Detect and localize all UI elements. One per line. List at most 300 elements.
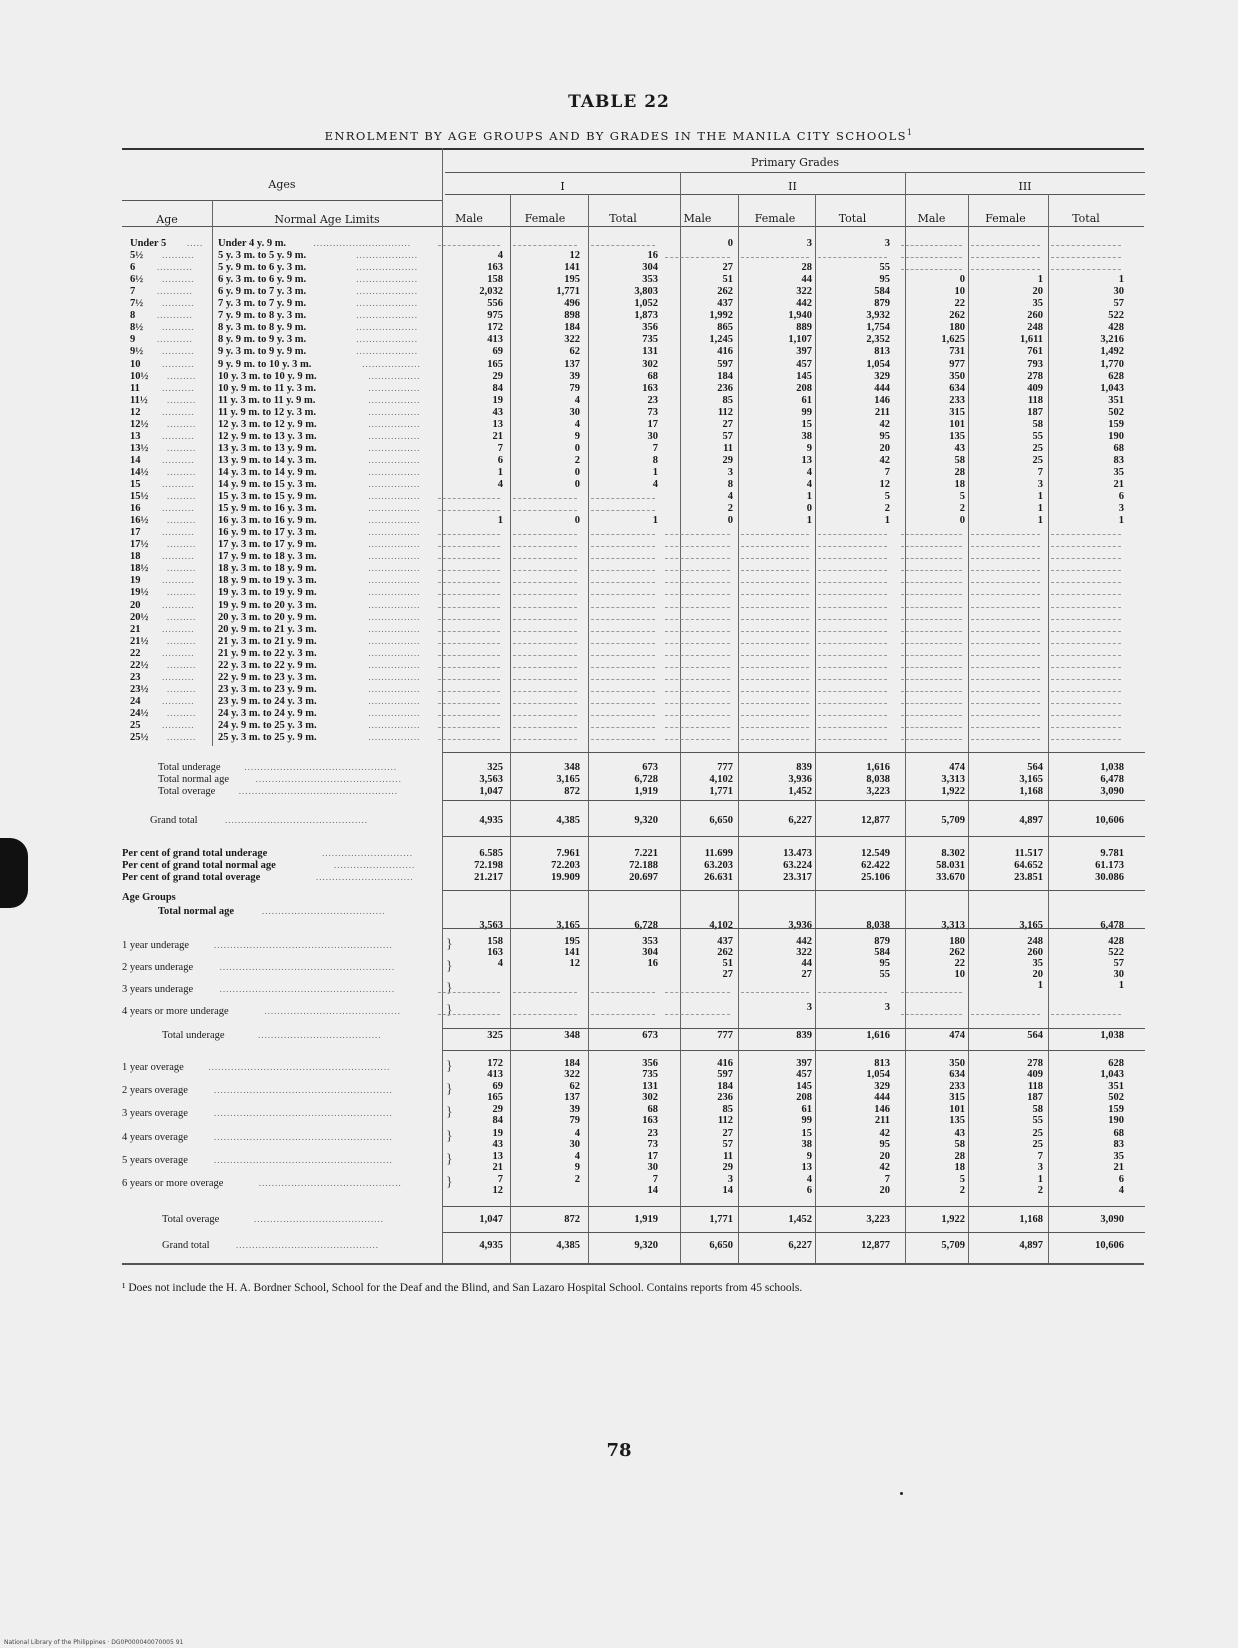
row-bracket: }: [446, 1128, 453, 1144]
cell-value: 55: [1032, 430, 1043, 442]
age-label: 9½: [130, 346, 144, 358]
cell-value: 23: [647, 1127, 658, 1139]
cell-value: 356: [642, 322, 658, 334]
normal-age-limit: 16 y. 3 m. to 16 y. 9 m.: [218, 515, 317, 527]
leader-dots: .........: [167, 539, 197, 550]
age-label: 22½: [130, 659, 149, 671]
empty-cell-dash: [438, 582, 500, 583]
cell-value: 131: [642, 1081, 658, 1093]
empty-cell-dash: [971, 546, 1040, 547]
cell-value: 233: [949, 1081, 965, 1093]
cell-value: 4,385: [556, 815, 580, 826]
cell-value: 13.473: [783, 848, 812, 859]
empty-cell-dash: [971, 619, 1040, 620]
cell-value: 457: [796, 358, 812, 370]
empty-cell-dash: [1051, 691, 1121, 692]
age-label: 23: [130, 671, 141, 683]
cell-value: 1,922: [941, 1214, 965, 1225]
age-label: 22: [130, 647, 141, 659]
cell-value: 1,047: [479, 786, 503, 797]
leader-dots: ..........: [162, 479, 195, 489]
normal-age-limit: 14 y. 3 m. to 14 y. 9 m.: [218, 466, 317, 478]
leader-dots: ................: [368, 659, 421, 670]
leader-dots: .........: [167, 587, 197, 598]
cell-value: 20: [1032, 969, 1043, 980]
cell-value: 25: [1032, 454, 1043, 466]
cell-value: 35: [1032, 958, 1043, 969]
cell-value: 3: [1037, 1161, 1043, 1173]
leader-dots: .........................: [334, 860, 416, 870]
empty-cell-dash: [513, 703, 577, 704]
empty-cell-dash: [513, 715, 577, 716]
empty-cell-dash: [591, 679, 655, 680]
cell-value: 4: [806, 466, 812, 478]
cell-value: 4: [1118, 1185, 1124, 1196]
leader-dots: ......................................................: [219, 962, 396, 972]
empty-cell-dash: [901, 992, 962, 993]
empty-cell-dash: [438, 643, 500, 644]
cell-value: 84: [492, 1115, 503, 1127]
cell-value: 9.781: [1100, 848, 1124, 859]
leader-dots: ..........: [162, 358, 195, 369]
cell-value: 62: [569, 346, 580, 358]
cell-value: 1,919: [634, 1214, 658, 1225]
cell-value: 101: [949, 1104, 965, 1116]
age-group-row-label: 6 years or more overage: [122, 1178, 224, 1189]
empty-cell-dash: [438, 534, 500, 535]
cell-value: 172: [487, 322, 503, 334]
cell-value: 15: [801, 1127, 812, 1139]
cell-value: 159: [1108, 1104, 1124, 1116]
cell-value: 3,563: [479, 920, 503, 931]
grand-total-rule: [443, 800, 1145, 801]
cell-value: 62: [569, 1081, 580, 1093]
cell-value: 165: [487, 1092, 503, 1104]
cell-value: 1,922: [941, 786, 965, 797]
header-grade-I: I: [560, 180, 565, 193]
leader-dots: ......................................: [262, 906, 386, 916]
cell-value: 163: [487, 947, 503, 958]
leader-dots: ................: [368, 418, 421, 429]
cell-value: 584: [874, 286, 890, 298]
cell-value: 190: [1108, 1115, 1124, 1127]
leader-dots: ................: [368, 635, 421, 646]
cell-value: 9: [574, 430, 580, 442]
empty-cell-dash: [818, 715, 887, 716]
cell-value: 4: [497, 250, 503, 262]
empty-cell-dash: [438, 607, 500, 608]
cell-value: 10,606: [1095, 815, 1124, 826]
cell-value: 416: [717, 346, 733, 358]
cell-value: 18: [954, 479, 965, 490]
empty-cell-dash: [665, 534, 730, 535]
cell-value: 1,492: [1100, 346, 1124, 358]
empty-cell-dash: [971, 739, 1040, 740]
cell-value: 51: [722, 274, 733, 286]
cell-value: 68: [647, 370, 658, 382]
leader-dots: ...................: [356, 310, 418, 321]
empty-cell-dash: [971, 582, 1040, 583]
cell-value: 496: [564, 298, 580, 310]
cell-value: 141: [564, 262, 580, 274]
cell-value: 39: [569, 1104, 580, 1116]
cell-value: 4,897: [1019, 1240, 1043, 1251]
cell-value: 6,728: [634, 774, 658, 785]
leader-dots: ................: [368, 599, 421, 610]
leader-dots: ................: [368, 707, 421, 718]
cell-value: 3,165: [1019, 774, 1043, 785]
empty-cell-dash: [901, 691, 962, 692]
empty-cell-dash: [971, 269, 1040, 270]
cell-value: 3,223: [866, 786, 890, 797]
cell-value: 25: [1032, 1138, 1043, 1150]
cell-value: 502: [1108, 406, 1124, 418]
leader-dots: ................: [368, 491, 421, 502]
cell-value: 11: [723, 1150, 733, 1162]
empty-cell-dash: [741, 631, 809, 632]
leader-dots: ................: [368, 623, 421, 634]
empty-cell-dash: [513, 992, 577, 993]
cell-value: 72.203: [551, 860, 580, 871]
leader-dots: ................: [368, 563, 421, 574]
cell-value: 442: [796, 936, 812, 947]
percent-overage-label: Per cent of grand total overage: [122, 872, 261, 883]
cell-value: 35: [1113, 1150, 1124, 1162]
normal-age-limit: 20 y. 9 m. to 21 y. 3 m.: [218, 623, 317, 635]
leader-dots: ..........: [162, 575, 195, 586]
normal-age-limit: 13 y. 3 m. to 13 y. 9 m.: [218, 442, 317, 454]
cell-value: 8: [652, 454, 658, 466]
leader-dots: ................: [368, 695, 421, 706]
age-label: 20½: [130, 611, 149, 623]
cell-value: 628: [1108, 370, 1124, 382]
table-subtitle: [0, 128, 1238, 143]
cell-value: 564: [1027, 762, 1043, 773]
cell-value: 21: [1113, 1161, 1124, 1173]
cell-value: 68: [1113, 1127, 1124, 1139]
empty-cell-dash: [438, 691, 500, 692]
cell-value: 95: [879, 430, 890, 442]
cell-value: 73: [647, 1138, 658, 1150]
empty-cell-dash: [971, 643, 1040, 644]
header-female: Female: [985, 212, 1026, 225]
cell-value: 68: [1113, 442, 1124, 454]
cell-value: 68: [647, 1104, 658, 1116]
empty-cell-dash: [438, 739, 500, 740]
cell-value: 12,877: [861, 815, 890, 826]
leader-dots: ..........: [162, 527, 195, 538]
underage-top-rule: [443, 928, 1145, 929]
cell-value: 27: [722, 418, 733, 430]
cell-value: 20: [879, 1150, 890, 1162]
cell-value: 7: [497, 1174, 503, 1185]
empty-cell-dash: [818, 534, 887, 535]
cell-value: 442: [796, 298, 812, 310]
cell-value: 1: [1037, 1174, 1043, 1185]
cell-value: 6,478: [1100, 920, 1124, 931]
cell-value: 7: [884, 466, 890, 478]
leader-dots: ..........: [162, 250, 195, 261]
cell-value: 329: [874, 1081, 890, 1093]
cell-value: 329: [874, 370, 890, 382]
empty-cell-dash: [591, 655, 655, 656]
cell-value: 42: [879, 1161, 890, 1173]
cell-value: 184: [564, 322, 580, 334]
cell-value: 6: [1118, 491, 1124, 503]
normal-age-limit: 12 y. 3 m. to 12 y. 9 m.: [218, 418, 317, 430]
empty-cell-dash: [818, 703, 887, 704]
empty-cell-dash: [1051, 269, 1121, 270]
cell-value: 248: [1027, 322, 1043, 334]
row-bracket: }: [446, 1082, 453, 1098]
cell-value: 20.697: [629, 872, 658, 883]
empty-cell-dash: [591, 703, 655, 704]
empty-cell-dash: [591, 510, 655, 511]
cell-value: 409: [1027, 1069, 1043, 1080]
empty-cell-dash: [591, 691, 655, 692]
ink-speck: [900, 1492, 903, 1495]
header-grade-III: III: [1018, 180, 1032, 193]
final-grand-total-label: Grand total: [162, 1240, 210, 1251]
cell-value: 1,168: [1019, 1214, 1043, 1225]
cell-value: 6,650: [709, 815, 733, 826]
table-title: TABLE 22: [568, 92, 670, 112]
cell-value: 777: [717, 1030, 733, 1041]
percent-normal-label: Per cent of grand total normal age: [122, 860, 276, 871]
cell-value: 1,043: [1100, 1069, 1124, 1080]
cell-value: 146: [874, 394, 890, 406]
cell-value: 634: [949, 1069, 965, 1080]
cell-value: 15: [801, 418, 812, 430]
cell-value: 2: [574, 454, 580, 466]
page-number: 78: [606, 1440, 632, 1461]
cell-value: 38: [801, 430, 812, 442]
cell-value: 1,616: [866, 1030, 890, 1041]
cell-value: 6,227: [788, 815, 812, 826]
leader-dots: ........................................................: [208, 1062, 391, 1072]
cell-value: 38: [801, 1138, 812, 1150]
empty-cell-dash: [1051, 558, 1121, 559]
leader-dots: ................: [368, 442, 421, 453]
normal-age-limit: 19 y. 3 m. to 19 y. 9 m.: [218, 587, 317, 599]
cell-value: 4,935: [479, 815, 503, 826]
age-label: 14½: [130, 466, 149, 478]
leader-dots: ................: [368, 406, 421, 417]
leader-dots: ..........: [162, 503, 195, 514]
cell-value: 4: [497, 958, 503, 969]
cell-value: 57: [722, 430, 733, 442]
cell-value: 413: [487, 334, 503, 346]
empty-cell-dash: [665, 667, 730, 668]
cell-value: 208: [796, 382, 812, 394]
cell-value: 42: [879, 454, 890, 466]
leader-dots: ................: [368, 466, 421, 477]
leader-dots: ...........: [157, 286, 193, 297]
empty-cell-dash: [818, 594, 887, 595]
leader-dots: ............................................: [225, 815, 368, 825]
leader-dots: ................: [368, 527, 421, 538]
leader-dots: ................: [368, 575, 421, 586]
header-male: Male: [683, 212, 712, 225]
cell-value: 62.422: [861, 860, 890, 871]
cell-value: 112: [717, 1115, 733, 1127]
empty-cell-dash: [513, 739, 577, 740]
cell-value: 39: [569, 370, 580, 382]
age-label: 13½: [130, 442, 149, 454]
empty-cell-dash: [818, 667, 887, 668]
leader-dots: ......................................................: [219, 984, 396, 994]
leader-dots: .......................................................: [214, 940, 393, 950]
cell-value: 1: [652, 515, 658, 527]
cell-value: 42: [879, 1127, 890, 1139]
cell-value: 6,650: [709, 1240, 733, 1251]
empty-cell-dash: [513, 1014, 577, 1015]
cell-value: 17: [647, 1150, 658, 1162]
cell-value: 29: [722, 454, 733, 466]
age-label: 10½: [130, 370, 149, 382]
normal-age-limit: 19 y. 9 m. to 20 y. 3 m.: [218, 599, 317, 611]
cell-value: 3: [727, 466, 733, 478]
cell-value: 1: [1118, 274, 1124, 286]
cell-value: 21.217: [474, 872, 503, 883]
empty-cell-dash: [1051, 739, 1121, 740]
cell-value: 735: [642, 1069, 658, 1080]
cell-value: 879: [874, 298, 890, 310]
age-label: 19: [130, 575, 141, 587]
row-bracket: }: [446, 937, 453, 952]
cell-value: 35: [1032, 298, 1043, 310]
empty-cell-dash: [438, 727, 500, 728]
empty-cell-dash: [665, 570, 730, 571]
grand-total-label: Grand total: [150, 815, 198, 826]
leader-dots: ..........: [162, 623, 195, 634]
cell-value: 95: [879, 958, 890, 969]
cell-value: 356: [642, 1058, 658, 1069]
leader-dots: .........: [167, 370, 197, 381]
primary-grades-underline: [445, 172, 1145, 173]
cell-value: 502: [1108, 1092, 1124, 1104]
empty-cell-dash: [665, 679, 730, 680]
cell-value: 1,043: [1100, 382, 1124, 394]
empty-cell-dash: [513, 607, 577, 608]
cell-value: 35: [1113, 466, 1124, 478]
age-group-row-label: 4 years or more underage: [122, 1006, 229, 1017]
age-label: 14: [130, 454, 141, 466]
cell-value: 12: [569, 250, 580, 262]
leader-dots: ...................: [356, 346, 418, 357]
cell-value: 977: [949, 358, 965, 370]
cell-value: 839: [796, 1030, 812, 1041]
cell-value: 262: [949, 947, 965, 958]
empty-cell-dash: [591, 727, 655, 728]
cell-value: 135: [949, 1115, 965, 1127]
cell-value: 428: [1108, 936, 1124, 947]
cell-value: 172: [487, 1058, 503, 1069]
cell-value: 57: [1113, 298, 1124, 310]
cell-value: 444: [874, 382, 890, 394]
cell-value: 55: [1032, 1115, 1043, 1127]
cell-value: 1,054: [866, 358, 890, 370]
cell-value: 61: [801, 394, 812, 406]
percent-underage-label: Per cent of grand total underage: [122, 848, 268, 859]
cell-value: 839: [796, 762, 812, 773]
normal-age-limit: 6 y. 3 m. to 6 y. 9 m.: [218, 274, 307, 286]
leader-dots: .........: [167, 418, 197, 429]
empty-cell-dash: [438, 1014, 500, 1015]
cell-value: 5,709: [941, 1240, 965, 1251]
subtitle-footnote-mark: 1: [906, 128, 914, 137]
cell-value: 10,606: [1095, 1240, 1124, 1251]
empty-cell-dash: [1051, 715, 1121, 716]
age-label: 23½: [130, 683, 149, 695]
header-total: Total: [609, 212, 637, 225]
normal-age-limit: 23 y. 3 m. to 23 y. 9 m.: [218, 683, 317, 695]
cell-value: 397: [796, 1058, 812, 1069]
leader-dots: ..........: [162, 454, 195, 465]
age-groups-top-rule: [443, 890, 1145, 891]
empty-cell-dash: [901, 582, 962, 583]
cell-value: 26.631: [704, 872, 733, 883]
cell-value: 3: [727, 1174, 733, 1185]
cell-value: 325: [487, 762, 503, 773]
cell-value: 11: [723, 442, 733, 454]
empty-cell-dash: [741, 667, 809, 668]
cell-value: 165: [487, 358, 503, 370]
leader-dots: .......................................................: [214, 1131, 393, 1142]
cell-value: 262: [717, 286, 733, 298]
cell-value: 25: [1032, 442, 1043, 454]
empty-cell-dash: [591, 594, 655, 595]
empty-cell-dash: [665, 594, 730, 595]
empty-cell-dash: [591, 607, 655, 608]
leader-dots: ................: [368, 551, 421, 562]
cell-value: 437: [717, 298, 733, 310]
cell-value: 29: [722, 1161, 733, 1173]
empty-cell-dash: [513, 534, 577, 535]
footnote: ¹ Does not include the H. A. Bordner School, School for the Deaf and the Blind, and San Lazaro Hospital School. Contains reports from 45 schools.: [122, 1282, 803, 1294]
leader-dots: ............................................: [258, 1178, 402, 1188]
cell-value: 3,165: [556, 774, 580, 785]
age-group-row-label: 1 year underage: [122, 940, 190, 951]
empty-cell-dash: [1051, 582, 1121, 583]
empty-cell-dash: [901, 667, 962, 668]
empty-cell-dash: [438, 245, 500, 246]
age-label: 16½: [130, 515, 149, 527]
empty-cell-dash: [818, 643, 887, 644]
cell-value: 4: [574, 418, 580, 430]
empty-cell-dash: [818, 655, 887, 656]
header-ages: Ages: [268, 178, 296, 191]
cell-value: 1: [806, 491, 812, 503]
normal-age-limit: 18 y. 3 m. to 18 y. 9 m.: [218, 563, 317, 575]
empty-cell-dash: [971, 534, 1040, 535]
cell-value: 43: [954, 442, 965, 454]
leader-dots: ..........: [162, 298, 195, 309]
cell-value: 146: [874, 1104, 890, 1116]
empty-cell-dash: [591, 715, 655, 716]
cell-value: 4,102: [709, 920, 733, 931]
cell-value: 3,090: [1100, 1214, 1124, 1225]
cell-value: 3,090: [1100, 786, 1124, 797]
cell-value: 3: [884, 1002, 890, 1013]
cell-value: 112: [717, 406, 733, 418]
empty-cell-dash: [513, 619, 577, 620]
cell-value: 3: [806, 1002, 812, 1013]
cell-value: 872: [564, 786, 580, 797]
empty-cell-dash: [1051, 257, 1121, 258]
cell-value: 813: [874, 1058, 890, 1069]
cell-value: 27: [722, 1127, 733, 1139]
